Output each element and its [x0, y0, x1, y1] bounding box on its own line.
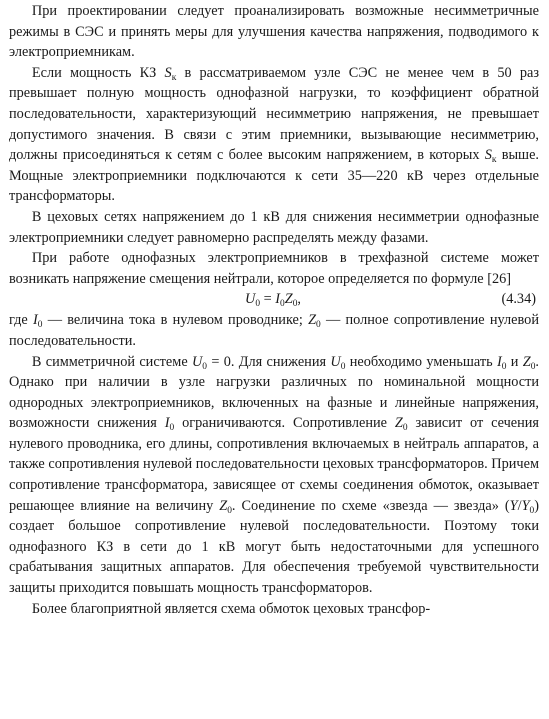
paragraph-3: В цеховых сетях напряжением до 1 кВ для снижения несимметрии однофазные электроприемники следует равномерно распределять между фазами.	[9, 208, 539, 246]
equation-formula: $U_0 = I_0Z_0$,	[245, 291, 301, 310]
paragraph-5: где $I_0$ — величина тока в нулевом проводнике; $Z_0$ — полное сопротивление нулевой последовательности.	[9, 312, 539, 349]
paragraph-7: Более благоприятной является схема обмоток цеховых трансфор-	[31, 600, 431, 617]
paragraph-1: При проектировании следует проанализировать возможные несимметричные режимы в СЭС и принять меры для улучшения качества напряжения, подводимого к электроприемникам.	[9, 3, 539, 61]
equation-number: (4.34)	[501, 291, 536, 308]
paragraph-2: Если мощность КЗ $S_к$ в рассматриваемом узле СЭС не менее чем в 50 раз превышает полную мощность однофазной нагрузки, то коэффициент обратной последовательности, характеризующий несимметрию напряжения, не превышает допустимого значения. В связи с этим приемники, вызывающие несимметрию, должны присоединяться к сетям с более высоким напряжением, в которых $S_к$ выше. Мощные электроприемники подключаются к сети 35—220 кВ через отдельные трансформаторы.	[9, 64, 539, 205]
equation-4-34	[9, 289, 539, 310]
paragraph-4: При работе однофазных электроприемников в трехфазной системе может возникать напряжение смещения нейтрали, которое определяется по формуле [26]	[9, 250, 539, 287]
paragraph-6: В симметричной системе $U_0 = 0$. Для снижения $U_0$ необходимо уменьшать $I_0$ и $Z_0$. Однако при наличии в узле нагрузки различных по номинальной мощности однородных электроприемников, включенных на фазные и линейные напряжения, возможности снижения $I_0$ ограничиваются. Сопротивление $Z_0$ зависит от сечения нулевого проводника, его длины, сопротивления включаемых в нейтраль аппаратов, а также сопротивления нулевой последовательности цеховых трансформаторов. Причем сопротивление трансформатора, зависящее от схемы соединения обмоток, оказывает решающее влияние на величину $Z_0$. Соединение по схеме «звезда — звезда» $(Y/Y_0)$ создает большое сопротивление нулевой последовательности. Поэтому токи однофазного КЗ в сети до 1 кВ могут быть недостаточными для успешного срабатывания защитных аппаратов. Для обеспечения требуемой чувствительности защиты приходится повышать мощность трансформаторов.	[9, 353, 540, 597]
